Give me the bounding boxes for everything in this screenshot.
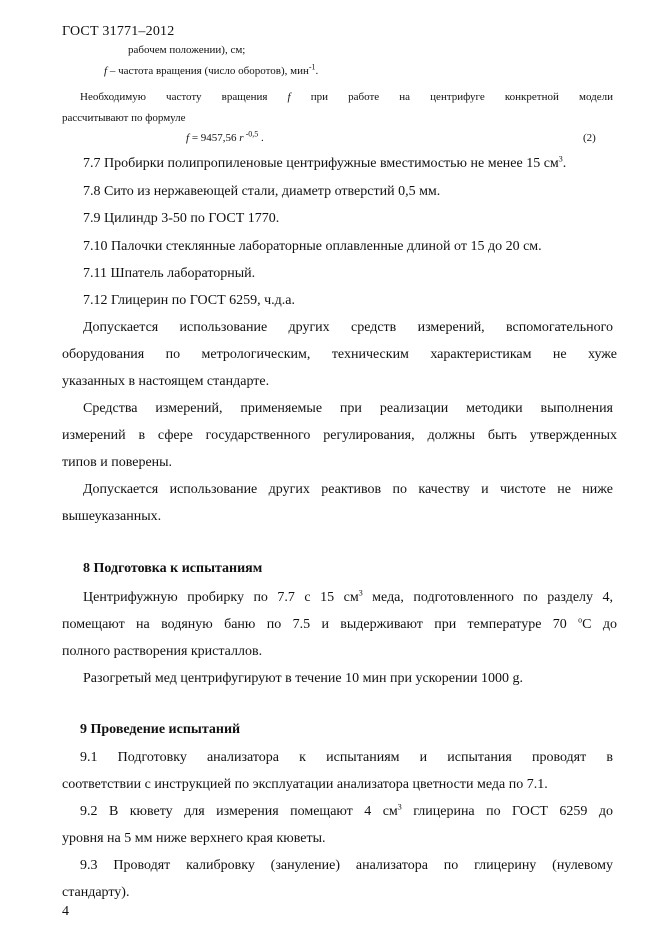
formula-intro-line: рассчитывают по формуле: [62, 112, 186, 124]
section-heading: 9 Проведение испытаний: [80, 722, 241, 737]
list-item: 7.10 Палочки стеклянные лабораторные оплавленные длиной от 15 до 20 см.: [83, 239, 542, 254]
paragraph-line: Допускается использование других средств измерений, вспомогательного: [83, 320, 613, 335]
formula: f = 9457,56 r $^{-0,5}$ .: [186, 129, 264, 144]
section-heading: 8 Подготовка к испытаниям: [83, 561, 263, 576]
paragraph-line: указанных в настоящем стандарте.: [62, 374, 270, 389]
paragraph-line: 9.2 В кювету для измерения помещают 4 $см^3$ глицерина по ГОСТ 6259 до: [80, 802, 613, 819]
paragraph-line: измерений в сфере государственного регулирования, должны быть утвержденных: [62, 428, 617, 443]
paragraph-line: стандарту).: [62, 885, 130, 900]
paragraph-line: вышеуказанных.: [62, 509, 162, 524]
list-item: 7.7 Пробирки полипропиленовые центрифужные вместимостью не менее 15 $см^3$.: [83, 154, 567, 171]
paragraph-line: типов и поверены.: [62, 455, 173, 470]
formula-intro-line: Необходимую частоту вращения f при работе на центрифуге конкретной модели: [80, 91, 613, 103]
preamble-line: рабочем положении), см;: [128, 44, 246, 56]
paragraph-line: полного растворения кристаллов.: [62, 644, 263, 659]
paragraph-line: уровня на 5 мм ниже верхнего края кюветы.: [62, 831, 326, 846]
paragraph-line: соответствии с инструкцией по эксплуатации анализатора цветности меда по 7.1.: [62, 777, 548, 792]
list-item: 7.12 Глицерин по ГОСТ 6259, ч.д.а.: [83, 293, 295, 308]
paragraph-line: оборудования по метрологическим, техническим характеристикам не хуже: [62, 347, 617, 362]
list-item: 7.11 Шпатель лабораторный.: [83, 266, 256, 281]
paragraph-line: Центрифужную пробирку по 7.7 с 15 $см^3$ меда, подготовленного по разделу 4,: [83, 588, 614, 605]
paragraph-line: 9.1 Подготовку анализатора к испытаниям и испытания проводят в: [80, 750, 613, 765]
paragraph-line: 9.3 Проводят калибровку (зануление) анализатора по глицерину (нулевому: [80, 858, 613, 873]
paragraph-line: Разогретый мед центрифугируют в течение 10 мин при ускорении 1000 g.: [83, 671, 523, 686]
preamble-variable-line: f – частота вращения (число оборотов), мин$^{-1}$.: [104, 62, 319, 77]
formula-number: (2): [583, 132, 596, 144]
page-number: 4: [62, 904, 69, 919]
document-header: ГОСТ 31771–2012: [62, 24, 175, 39]
paragraph-line: Средства измерений, применяемые при реализации методики выполнения: [83, 401, 613, 416]
list-item: 7.9 Цилиндр 3-50 по ГОСТ 1770.: [83, 211, 280, 226]
paragraph-line: Допускается использование других реактивов по качеству и чистоте не ниже: [83, 482, 613, 497]
paragraph-line: помещают на водяную баню по 7.5 и выдерживают при температуре 70 $^o$С до: [62, 615, 617, 632]
list-item: 7.8 Сито из нержавеющей стали, диаметр отверстий 0,5 мм.: [83, 184, 441, 199]
